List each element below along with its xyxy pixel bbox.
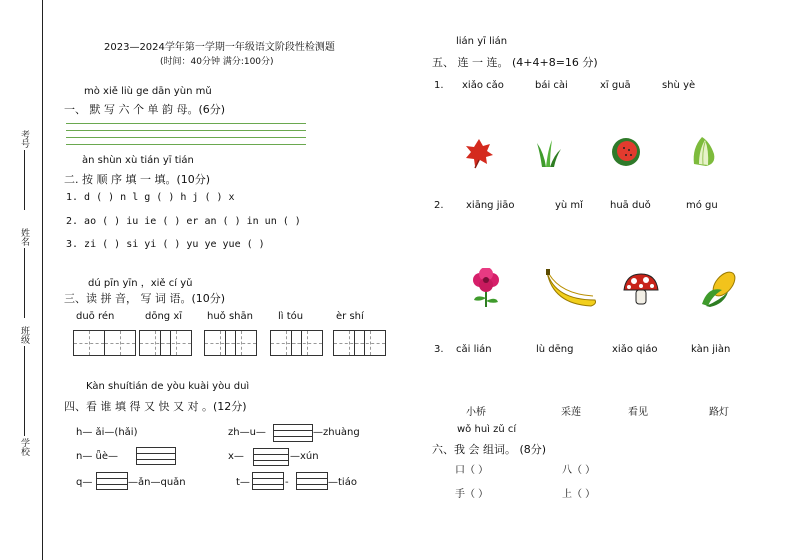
grass-picture[interactable] [536,137,562,169]
tianzige-box[interactable] [160,330,192,356]
word-pinyin: èr shí [336,311,364,322]
four-line-box[interactable] [252,472,284,490]
tianzige-box[interactable] [291,330,323,356]
class-label: 班级 [19,326,29,344]
s3-heading: 三、读 拼 音， 写 词 语。(10分) [64,292,226,305]
word-xiaocao[interactable]: xiǎo cǎo [462,80,504,91]
s4-item-a: h— ǎi—(hǎi) [76,427,138,438]
name-line [24,248,25,318]
word-pinyin: duō rén [76,311,115,322]
s2-pinyin: àn shùn xù tián yī tián [82,155,194,166]
s2-row-1: 1. d ( ) n l g ( ) h j ( ) x [66,192,235,203]
kaohao-label: 考号 [19,130,29,148]
word-cailian[interactable]: cǎi lián [456,344,492,355]
writing-line [66,123,306,124]
s4-item-f3: —tiáo [328,477,357,488]
four-line-box[interactable] [296,472,328,490]
tianzige-box[interactable] [104,330,136,356]
flower-picture[interactable] [468,268,504,308]
tianzige-box[interactable] [225,330,257,356]
name-label: 姓名 [19,228,29,246]
s4-item-b2: —zhuàng [313,427,360,438]
s1-heading: 一、 默 写 六 个 单 韵 母。(6分) [64,103,226,116]
watermelon-picture[interactable] [610,136,642,168]
four-line-box[interactable] [253,448,289,466]
row-number: 3. [434,344,444,355]
hanzi-word[interactable]: 看见 [628,407,648,418]
s4-pinyin: Kàn shuítián de yòu kuài yòu duì [86,381,250,392]
word-pinyin: dōng xī [145,311,183,322]
s2-row-2: 2. ao ( ) iu ie ( ) er an ( ) in un ( ) [66,216,301,227]
word-xiangjiao[interactable]: xiāng jiāo [466,200,515,211]
tianzige-box[interactable] [73,330,105,356]
cabbage-picture[interactable] [690,134,718,168]
kaohao-line [24,150,25,210]
s1-pinyin: mò xiě liù ge dān yùn mǔ [84,86,212,97]
four-line-box[interactable] [273,424,313,442]
hanzi-word[interactable]: 采莲 [561,407,581,418]
row-number: 1. [434,80,444,91]
zuci-kou[interactable]: 口（ ） [455,465,489,476]
s4-item-f1: t— [236,477,250,488]
word-xiaoqiao[interactable]: xiǎo qiáo [612,344,658,355]
corn-picture[interactable] [698,270,738,308]
word-shuye[interactable]: shù yè [662,80,696,91]
s4-heading: 四、看 谁 填 得 又 快 又 对 。(12分) [64,400,247,413]
s2-heading: 二. 按 顺 序 填 一 填。(10分) [64,173,211,186]
s3-pinyin: dú pīn yīn ，xiě cí yǔ [88,278,193,289]
word-xigua[interactable]: xī guā [600,80,631,91]
four-line-box[interactable] [96,472,128,490]
four-line-box[interactable] [136,447,176,465]
s4-item-e1: q— [76,477,93,488]
school-label: 学校 [19,438,29,456]
hanzi-word[interactable]: 路灯 [709,407,729,418]
zuci-shou[interactable]: 手（ ） [455,489,489,500]
leaf-picture[interactable] [463,137,495,169]
word-huaduo[interactable]: huā duǒ [610,200,651,211]
s6-heading: 六、我 会 组词。 (8分) [432,443,547,456]
word-baicai[interactable]: bái cài [535,80,568,91]
word-mogu[interactable]: mó gu [686,200,718,211]
page-title: 2023—2024学年第一学期一年级语文阶段性检测题 [104,42,335,53]
binding-line [42,0,43,560]
s6-pinyin: wǒ huì zǔ cí [457,424,517,435]
hanzi-word[interactable]: 小桥 [466,407,486,418]
s4-item-d1: x— [228,451,244,462]
writing-line [66,144,306,145]
mushroom-picture[interactable] [622,272,660,306]
word-ludeng[interactable]: lù dēng [536,344,574,355]
word-pinyin: lì tóu [278,311,304,322]
word-pinyin: huǒ shān [207,311,253,322]
s5-pinyin: lián yī lián [456,36,508,47]
writing-line [66,137,306,138]
s5-heading: 五、 连 一 连。 (4+4+8=16 分) [432,56,598,69]
s4-item-e2: —ǎn—quǎn [128,477,186,488]
zuci-shang[interactable]: 上（ ） [562,489,596,500]
s4-item-d2: —xún [290,451,319,462]
s4-item-b1: zh—u— [228,427,266,438]
class-line [24,346,25,436]
row-number: 2. [434,200,444,211]
s4-item-f2: - [285,477,289,488]
word-yumi[interactable]: yù mǐ [555,200,583,211]
s2-row-3: 3. zi ( ) si yi ( ) yu ye yue ( ) [66,239,265,250]
word-kanjian[interactable]: kàn jiàn [691,344,731,355]
writing-line [66,130,306,131]
banana-picture[interactable] [545,268,599,308]
tianzige-box[interactable] [354,330,386,356]
page-subtitle: (时间：40分钟 满分:100分) [160,57,274,67]
s4-item-c1: n— ǖè— [76,451,119,462]
zuci-ba[interactable]: 八（ ） [562,465,596,476]
